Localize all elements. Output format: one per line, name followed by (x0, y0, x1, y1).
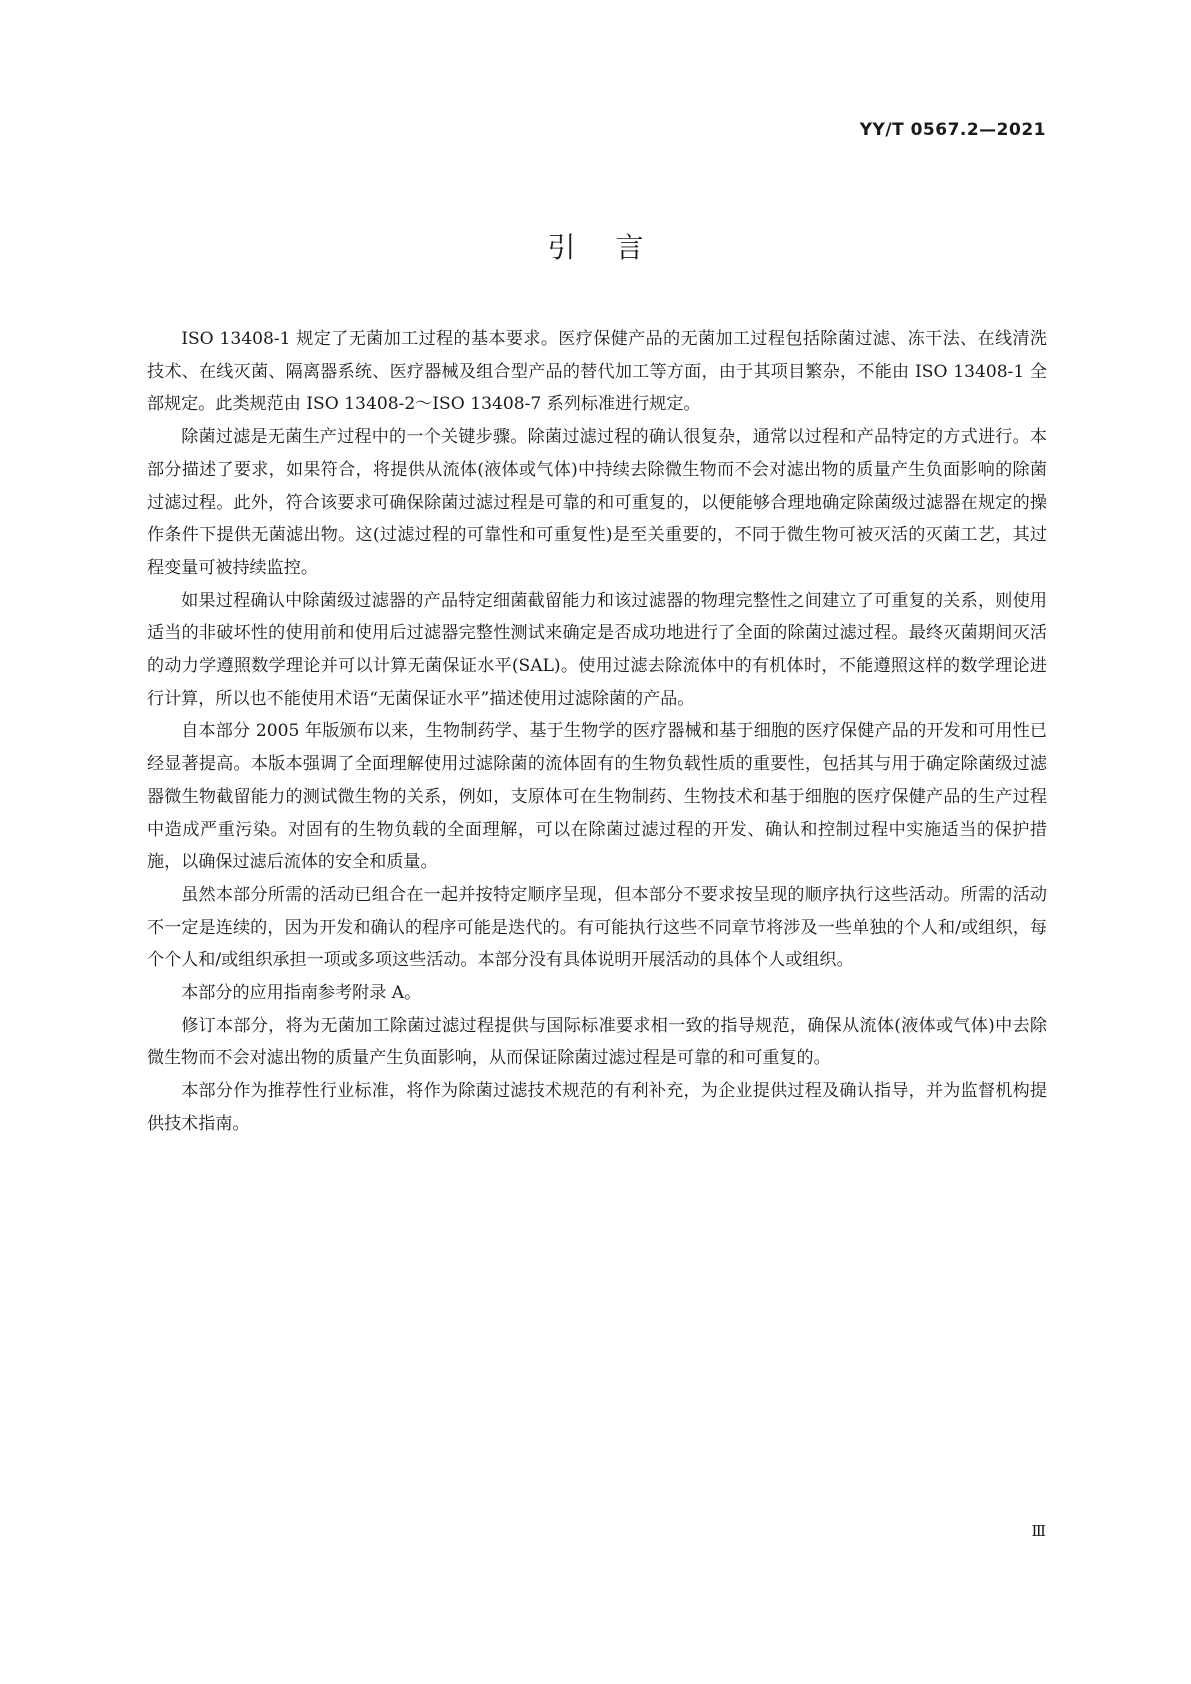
paragraph: 本部分作为推荐性行业标准，将作为除菌过滤技术规范的有利补充，为企业提供过程及确认指导，并为监督机构提供技术指南。 (147, 1081, 1047, 1134)
body-text (147, 323, 1047, 1141)
paragraph: 虽然本部分所需的活动已组合在一起并按特定顺序呈现，但本部分不要求按呈现的顺序执行这些活动。所需的活动不一定是连续的，因为开发和确认的程序可能是迭代的。有可能执行这些不同章节将涉及一些单独的个人和/或组织，每个个人和/或组织承担一项或多项这些活动。本部分没有具体说明开展活动的具体个人或组织。 (147, 884, 1047, 971)
standard-number: YY/T 0567.2—2021 (859, 120, 1046, 140)
paragraph: 修订本部分，将为无菌加工除菌过滤过程提供与国际标准要求相一致的指导规范，确保从流体(液体或气体)中去除微生物而不会对滤出物的质量产生负面影响，从而保证除菌过滤过程是可靠的和可重复的。 (147, 1015, 1047, 1069)
paragraph: 除菌过滤是无菌生产过程中的一个关键步骤。除菌过滤过程的确认很复杂，通常以过程和产品特定的方式进行。本部分描述了要求，如果符合，将提供从流体(液体或气体)中持续去除微生物而不会对滤出物的质量产生负面影响的除菌过滤过程。此外，符合该要求可确保除菌过滤过程是可靠的和可重复的，以便能够合理地确定除菌级过滤器在规定的操作条件下提供无菌滤出物。这(过滤过程的可靠性和可重复性)是至关重要的，不同于微生物可被灭活的灭菌工艺，其过程变量可被持续监控。 (147, 427, 1047, 578)
paragraph: 如果过程确认中除菌级过滤器的产品特定细菌截留能力和该过滤器的物理完整性之间建立了可重复的关系，则使用适当的非破坏性的使用前和使用后过滤器完整性测试来确定是否成功地进行了全面的除菌过滤过程。最终灭菌期间灭活的动力学遵照数学理论并可以计算无菌保证水平(SAL)。使用过滤去除流体中的有机体时，不能遵照这样的数学理论进行计算，所以也不能使用术语“无菌保证水平”描述使用过滤除菌的产品。 (147, 590, 1047, 709)
page-number: Ⅲ (1031, 1522, 1046, 1540)
paragraph: ISO 13408-1 规定了无菌加工过程的基本要求。医疗保健产品的无菌加工过程包括除菌过滤、冻干法、在线清洗技术、在线灭菌、隔离器系统、医疗器械及组合型产品的替代加工等方面，由于其项目繁杂，不能由 ISO 13408-1 全部规定。此类规范由 ISO 13408-2～ISO 13408-7 系列标准进行规定。 (147, 329, 1047, 415)
paragraph: 自本部分 2005 年版颁布以来，生物制药学、基于生物学的医疗器械和基于细胞的医疗保健产品的开发和可用性已经显著提高。本版本强调了全面理解使用过滤除菌的流体固有的生物负载性质的重要性，包括其与用于确定除菌级过滤器微生物截留能力的测试微生物的关系，例如，支原体可在生物制药、生物技术和基于细胞的医疗保健产品的生产过程中造成严重污染。对固有的生物负载的全面理解，可以在除菌过滤过程的开发、确认和控制过程中实施适当的保护措施，以确保过滤后流体的安全和质量。 (147, 721, 1047, 873)
paragraph: 本部分的应用指南参考附录 A。 (181, 983, 422, 1004)
page-title: 引言 (547, 231, 684, 264)
